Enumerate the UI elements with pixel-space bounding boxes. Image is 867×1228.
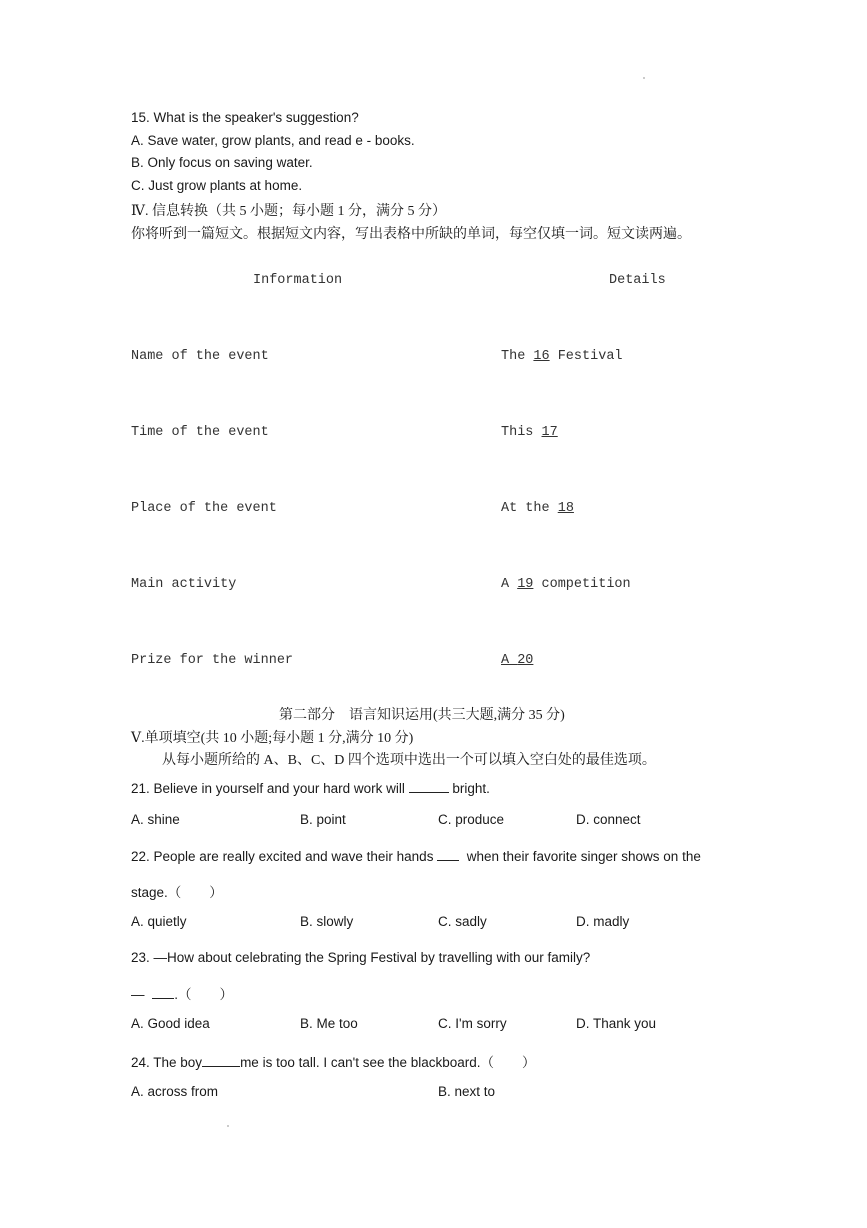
question-24-option-b: B. next to — [438, 1084, 496, 1099]
question-22-option-c: C. sadly — [438, 914, 487, 929]
question-23-option-a: A. Good idea — [131, 1016, 210, 1031]
question-23-stem: 23. —How about celebrating the Spring Festival by travelling with our family? — [131, 950, 591, 965]
answer-blank — [437, 847, 459, 861]
question-22-option-b: B. slowly — [300, 914, 354, 929]
section-5-instruction: 从每小题所给的 A、B、C、D 四个选项中选出一个可以填入空白处的最佳选项。 — [162, 753, 656, 768]
scan-speck — [643, 77, 645, 79]
question-23-response: — .（ ） — [131, 987, 234, 1002]
blank-17: 17 — [541, 425, 558, 440]
table-row-1-info: Name of the event — [131, 349, 269, 364]
question-23-option-c: C. I'm sorry — [438, 1016, 507, 1031]
question-24-stem: 24. The boy me is too tall. I can't see the blackboard.（ ） — [131, 1055, 536, 1070]
question-24-option-a: A. across from — [131, 1084, 219, 1099]
answer-blank — [202, 1053, 240, 1067]
table-row-5-info: Prize for the winner — [131, 653, 294, 668]
table-row-3-info: Place of the event — [131, 501, 277, 516]
question-21-option-d: D. connect — [576, 812, 641, 827]
table-row-5-details: A 20 — [501, 653, 534, 668]
question-21-option-a: A. shine — [131, 812, 180, 827]
blank-19: 19 — [517, 577, 534, 592]
question-22-stem: 22. People are really excited and wave their hands when their favorite singer shows on the — [131, 848, 701, 864]
table-row-4-details: A 19 competition — [501, 577, 631, 592]
question-15-stem: 15. What is the speaker's suggestion? — [131, 110, 359, 125]
question-22-option-d: D. madly — [576, 914, 630, 929]
table-row-3-details: At the 18 — [501, 501, 574, 516]
blank-20: 20 — [517, 653, 534, 668]
table-row-2-info: Time of the event — [131, 425, 269, 440]
section-4-instruction: 你将听到一篇短文。根据短文内容，写出表格中所缺的单词，每空仅填一词。短文读两遍。 — [131, 227, 691, 242]
table-header-details: Details — [609, 273, 666, 288]
answer-blank — [152, 985, 174, 999]
section-5-heading: Ⅴ.单项填空(共 10 小题;每小题 1 分,满分 10 分) — [131, 731, 414, 746]
part-2-title: 第二部分 语言知识运用(共三大题,满分 35 分) — [279, 708, 565, 723]
table-row-2-details: This 17 — [501, 425, 558, 440]
scan-speck — [227, 1125, 229, 1127]
blank-16: 16 — [533, 349, 550, 364]
question-15-option-c: C. Just grow plants at home. — [131, 178, 303, 193]
question-21-stem: 21. Believe in yourself and your hard work will bright. — [131, 780, 490, 796]
answer-blank — [409, 779, 449, 793]
question-21-option-c: C. produce — [438, 812, 505, 827]
question-15-option-a: A. Save water, grow plants, and read e - books. — [131, 133, 415, 148]
table-header-information: Information — [253, 273, 343, 288]
question-21-option-b: B. point — [300, 812, 346, 827]
question-23-option-b: B. Me too — [300, 1016, 358, 1031]
question-15-option-b: B. Only focus on saving water. — [131, 155, 313, 170]
question-22-option-a: A. quietly — [131, 914, 187, 929]
blank-18: 18 — [557, 501, 574, 516]
table-row-1-details: The 16 Festival — [501, 349, 623, 364]
question-23-option-d: D. Thank you — [576, 1016, 657, 1031]
section-4-heading: Ⅳ. 信息转换（共 5 小题；每小题 1 分，满分 5 分） — [131, 204, 446, 219]
table-row-4-info: Main activity — [131, 577, 237, 592]
question-22-stem-line-2: stage.（ ） — [131, 885, 223, 900]
